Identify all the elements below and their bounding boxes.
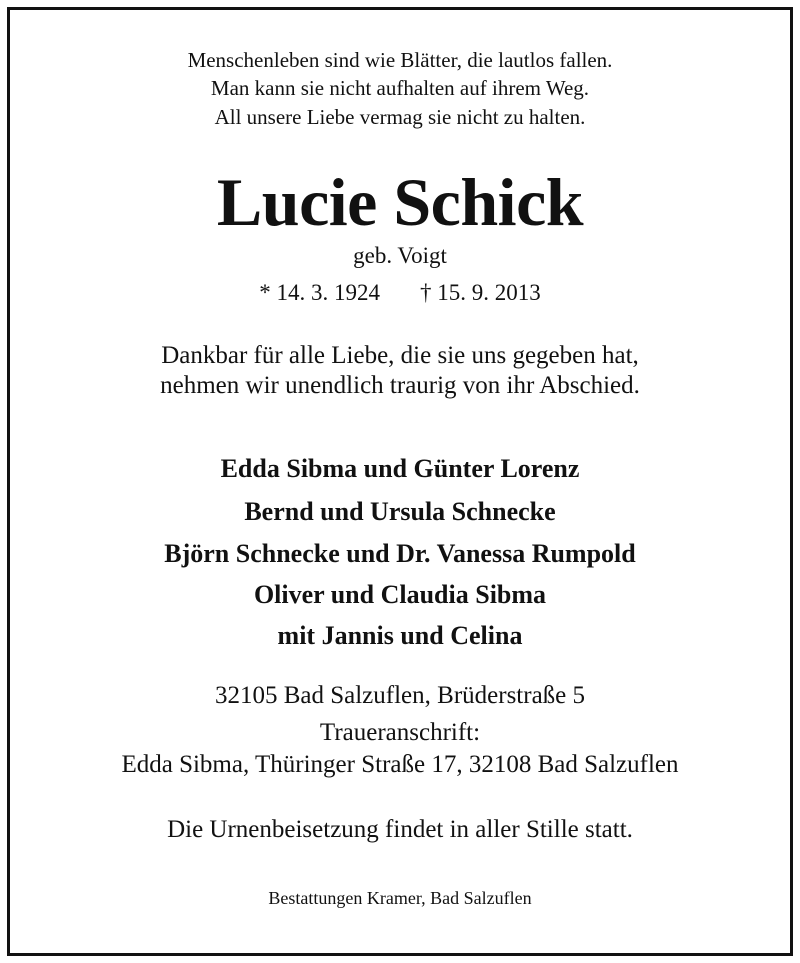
mourning-address-label: Traueranschrift: [319,719,481,746]
thanks-line-2: nehmen wir unendlich traurig von ihr Abschied. [160,372,640,399]
death-date: † 15. 9. 2013 [420,280,541,305]
family-line-3: Björn Schnecke und Dr. Vanessa Rumpold [164,539,636,568]
undertaker: Bestattungen Kramer, Bad Salzuflen [268,888,532,908]
deceased-name: Lucie Schick [216,164,584,240]
poem-line-3: All unsere Liebe vermag sie nicht zu halten. [214,105,586,129]
mourning-address: Edda Sibma, Thüringer Straße 17, 32108 Bad Salzuflen [121,751,679,778]
birth-date: * 14. 3. 1924 [259,280,380,305]
life-dates [0,278,800,308]
family-line-2: Bernd und Ursula Schnecke [244,497,556,526]
family-line-1: Edda Sibma und Günter Lorenz [220,454,580,483]
thanks-line-1: Dankbar für alle Liebe, die sie uns gegeben hat, [161,342,639,369]
burial-note: Die Urnenbeisetzung findet in aller Stille statt. [167,816,633,843]
birth-name: geb. Voigt [353,243,447,268]
poem-line-2: Man kann sie nicht aufhalten auf ihrem Weg. [210,76,590,100]
family-line-5: mit Jannis und Celina [277,621,523,650]
family-line-4: Oliver und Claudia Sibma [253,580,547,609]
residence-address: 32105 Bad Salzuflen, Brüderstraße 5 [214,682,586,709]
poem-line-1: Menschenleben sind wie Blätter, die lautlos fallen. [187,48,613,72]
